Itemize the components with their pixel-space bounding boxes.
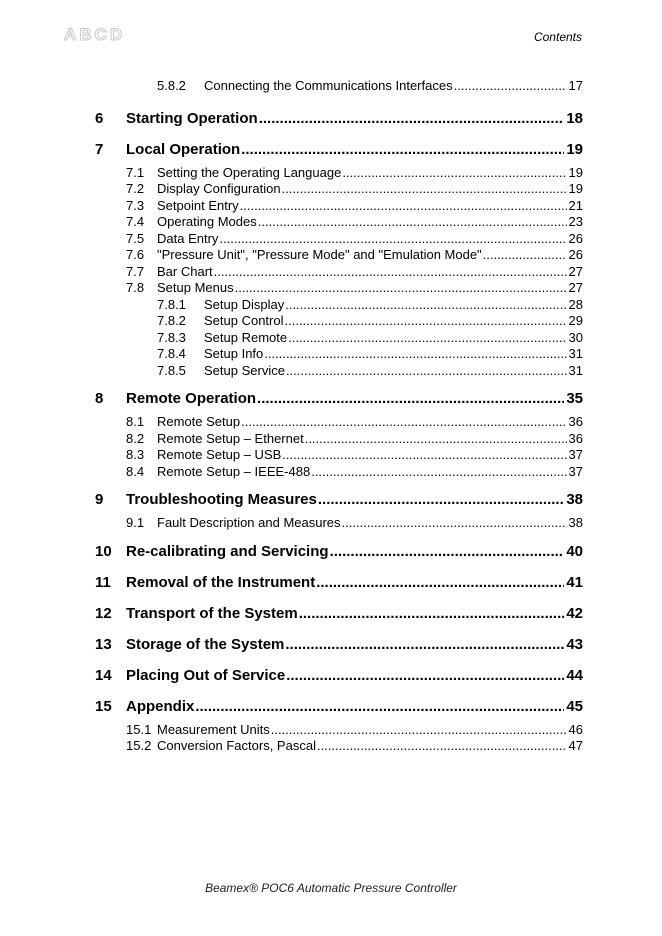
toc-chapter-title: Starting Operation xyxy=(126,103,259,134)
toc-entry-title: Remote Setup – USB xyxy=(157,447,282,462)
toc-chapter-number: 10 xyxy=(95,542,112,560)
toc-leader-dots xyxy=(259,103,565,134)
toc-chapter[interactable] xyxy=(95,691,583,722)
toc-entry-title: Connecting the Communications Interfaces xyxy=(204,78,453,93)
toc-entry-page: 27 xyxy=(568,263,583,279)
toc-chapter[interactable] xyxy=(95,567,583,598)
toc-entry-page: 19 xyxy=(568,181,583,196)
toc-entry[interactable] xyxy=(95,431,583,448)
toc-subentry[interactable] xyxy=(95,313,583,330)
toc-entry-title: Setting the Operating Language xyxy=(157,164,342,180)
toc-entry-title: Setup Menus xyxy=(157,280,234,295)
toc-entry-page: 27 xyxy=(568,280,583,295)
toc-entry[interactable] xyxy=(95,738,583,755)
toc-entry-title: Setpoint Entry xyxy=(157,197,239,213)
toc-chapter-page: 42 xyxy=(564,598,583,629)
toc-chapter-number: 13 xyxy=(95,635,112,653)
toc-entry-number: 7.7 xyxy=(126,263,145,279)
toc-leader-dots xyxy=(288,330,566,347)
toc-chapter[interactable] xyxy=(95,134,583,165)
toc-leader-dots xyxy=(258,214,567,231)
toc-leader-dots xyxy=(282,447,566,464)
toc-entry-number: 8.3 xyxy=(126,447,145,462)
toc-entry-title: Fault Description and Measures xyxy=(157,515,341,530)
toc-entry[interactable] xyxy=(95,264,583,281)
toc-leader-dots xyxy=(195,691,564,722)
toc-leader-dots xyxy=(330,536,565,567)
toc-entry-number: 7.8.3 xyxy=(157,329,186,345)
toc-chapter-number: 8 xyxy=(95,390,104,407)
toc-chapter-number: 15 xyxy=(95,697,112,715)
toc-leader-dots xyxy=(241,414,566,431)
toc-chapter-title: Removal of the Instrument xyxy=(126,567,316,598)
toc-entry-page: 26 xyxy=(568,230,583,246)
toc-entry-page: 29 xyxy=(568,313,583,328)
toc-entry[interactable] xyxy=(95,247,583,264)
toc-chapter-page: 38 xyxy=(564,484,583,515)
toc-entry[interactable] xyxy=(95,78,583,95)
toc-entry-title: Bar Chart xyxy=(157,263,213,279)
toc-entry-number: 7.8.1 xyxy=(157,296,186,312)
toc-entry[interactable] xyxy=(95,447,583,464)
table-of-contents xyxy=(95,78,583,755)
toc-entry-title: Data Entry xyxy=(157,230,219,246)
toc-chapter[interactable] xyxy=(95,103,583,134)
toc-entry-page: 31 xyxy=(568,346,583,361)
toc-chapter-number: 9 xyxy=(95,491,104,508)
toc-chapter-page: 45 xyxy=(564,691,583,722)
toc-entry-page: 47 xyxy=(568,738,583,753)
toc-entry-title: Setup Service xyxy=(204,362,285,378)
toc-leader-dots xyxy=(240,198,567,215)
toc-leader-dots xyxy=(311,464,566,481)
toc-leader-dots xyxy=(317,738,567,755)
toc-leader-dots xyxy=(241,134,564,165)
toc-chapter-title: Remote Operation xyxy=(126,383,257,414)
toc-entry-title: Setup Display xyxy=(204,296,285,312)
toc-chapter-number: 11 xyxy=(95,573,111,591)
toc-entry-number: 5.8.2 xyxy=(157,78,186,93)
toc-entry-number: 7.8.4 xyxy=(157,346,186,361)
toc-entry-number: 15.2 xyxy=(126,738,152,753)
toc-entry-title: Remote Setup – IEEE-488 xyxy=(157,463,311,479)
toc-chapter-number: 14 xyxy=(95,666,112,684)
toc-leader-dots xyxy=(214,264,567,281)
toc-entry-title: "Pressure Unit", "Pressure Mode" and "Emulation Mode" xyxy=(157,247,482,262)
toc-entry-page: 37 xyxy=(568,463,583,479)
toc-entry[interactable] xyxy=(95,414,583,431)
toc-chapter[interactable] xyxy=(95,536,583,567)
toc-entry[interactable] xyxy=(95,231,583,248)
header-section-title: Contents xyxy=(533,30,582,44)
toc-entry-title: Setup Remote xyxy=(204,329,288,345)
toc-subentry[interactable] xyxy=(95,297,583,314)
toc-entry-number: 7.8 xyxy=(126,280,145,295)
toc-entry-page: 28 xyxy=(568,296,583,312)
toc-leader-dots xyxy=(282,181,567,198)
toc-chapter-page: 41 xyxy=(564,567,583,598)
toc-chapter-page: 19 xyxy=(564,134,583,165)
toc-entry-number: 7.6 xyxy=(126,247,145,262)
toc-entry-number: 7.8.2 xyxy=(157,313,186,328)
toc-chapter-page: 44 xyxy=(564,660,583,691)
toc-entry-number: 7.5 xyxy=(126,230,145,246)
toc-entry[interactable] xyxy=(95,165,583,182)
toc-chapter-title: Transport of the System xyxy=(126,598,299,629)
toc-leader-dots xyxy=(285,629,564,660)
toc-entry-title: Display Configuration xyxy=(157,181,281,196)
toc-entry-page: 46 xyxy=(568,721,583,737)
toc-entry-page: 21 xyxy=(568,197,583,213)
toc-leader-dots xyxy=(299,598,565,629)
toc-chapter-title: Re-calibrating and Servicing xyxy=(126,536,330,567)
toc-entry-title: Setup Info xyxy=(204,346,264,361)
toc-entry-number: 7.3 xyxy=(126,197,145,213)
toc-entry-page: 23 xyxy=(568,214,583,229)
toc-entry[interactable] xyxy=(95,515,583,532)
toc-entry-title: Remote Setup – Ethernet xyxy=(157,430,304,446)
toc-leader-dots xyxy=(305,431,567,448)
toc-entry-number: 8.2 xyxy=(126,430,145,446)
toc-leader-dots xyxy=(342,165,566,182)
toc-entry-number: 8.4 xyxy=(126,463,145,479)
toc-chapter-number: 12 xyxy=(95,604,112,622)
toc-entry-number: 8.1 xyxy=(126,414,145,429)
toc-entry-page: 19 xyxy=(568,164,583,180)
toc-entry[interactable] xyxy=(95,280,583,297)
toc-chapter[interactable] xyxy=(95,383,583,414)
toc-chapter-title: Placing Out of Service xyxy=(126,660,286,691)
toc-entry-page: 26 xyxy=(568,247,583,262)
toc-leader-dots xyxy=(286,660,564,691)
toc-chapter-title: Storage of the System xyxy=(126,629,285,660)
toc-leader-dots xyxy=(219,231,566,248)
toc-entry-page: 36 xyxy=(568,430,583,446)
toc-entry-title: Conversion Factors, Pascal xyxy=(157,738,316,753)
toc-leader-dots xyxy=(235,280,567,297)
toc-entry-number: 7.4 xyxy=(126,214,145,229)
toc-subentry[interactable] xyxy=(95,363,583,380)
toc-entry-number: 9.1 xyxy=(126,515,145,530)
company-logo: ABCD xyxy=(64,25,126,44)
toc-entry[interactable] xyxy=(95,214,583,231)
toc-leader-dots xyxy=(271,722,567,739)
toc-chapter[interactable] xyxy=(95,484,583,515)
toc-chapter-number: 7 xyxy=(95,140,104,158)
toc-leader-dots xyxy=(286,363,567,380)
toc-entry[interactable] xyxy=(95,198,583,215)
toc-chapter[interactable] xyxy=(95,598,583,629)
page-footer: Beamex® POC6 Automatic Pressure Controller xyxy=(205,881,457,895)
toc-entry[interactable] xyxy=(95,181,583,198)
toc-entry-page: 38 xyxy=(568,515,583,530)
toc-entry-page: 17 xyxy=(568,78,583,93)
toc-chapter-page: 35 xyxy=(564,383,583,414)
toc-chapter[interactable] xyxy=(95,660,583,691)
toc-leader-dots xyxy=(316,567,564,598)
toc-leader-dots xyxy=(318,484,564,515)
toc-entry-number: 7.2 xyxy=(126,181,145,196)
toc-entry-page: 31 xyxy=(568,362,583,378)
toc-entry-title: Operating Modes xyxy=(157,214,257,229)
toc-leader-dots xyxy=(257,383,564,414)
toc-leader-dots xyxy=(264,346,566,363)
toc-entry-number: 7.8.5 xyxy=(157,362,186,378)
toc-leader-dots xyxy=(285,313,567,330)
toc-leader-dots xyxy=(454,78,567,95)
toc-chapter[interactable] xyxy=(95,629,583,660)
toc-leader-dots xyxy=(285,297,566,314)
toc-entry-page: 30 xyxy=(568,329,583,345)
toc-chapter-number: 6 xyxy=(95,109,104,127)
toc-entry-page: 37 xyxy=(568,447,583,462)
toc-chapter-title: Local Operation xyxy=(126,134,241,165)
toc-subentry[interactable] xyxy=(95,346,583,363)
toc-entry-title: Setup Control xyxy=(204,313,284,328)
toc-chapter-page: 40 xyxy=(564,536,583,567)
toc-chapter-title: Appendix xyxy=(126,691,195,722)
toc-chapter-page: 43 xyxy=(564,629,583,660)
toc-subentry[interactable] xyxy=(95,330,583,347)
toc-entry-number: 15.1 xyxy=(126,721,152,737)
toc-entry-page: 36 xyxy=(568,414,583,429)
toc-entry[interactable] xyxy=(95,722,583,739)
toc-chapter-title: Troubleshooting Measures xyxy=(126,484,318,515)
toc-entry-title: Measurement Units xyxy=(157,721,270,737)
toc-entry[interactable] xyxy=(95,464,583,481)
toc-entry-number: 7.1 xyxy=(126,164,145,180)
toc-leader-dots xyxy=(483,247,567,264)
toc-chapter-page: 18 xyxy=(564,103,583,134)
toc-entry-title: Remote Setup xyxy=(157,414,241,429)
toc-leader-dots xyxy=(342,515,567,532)
